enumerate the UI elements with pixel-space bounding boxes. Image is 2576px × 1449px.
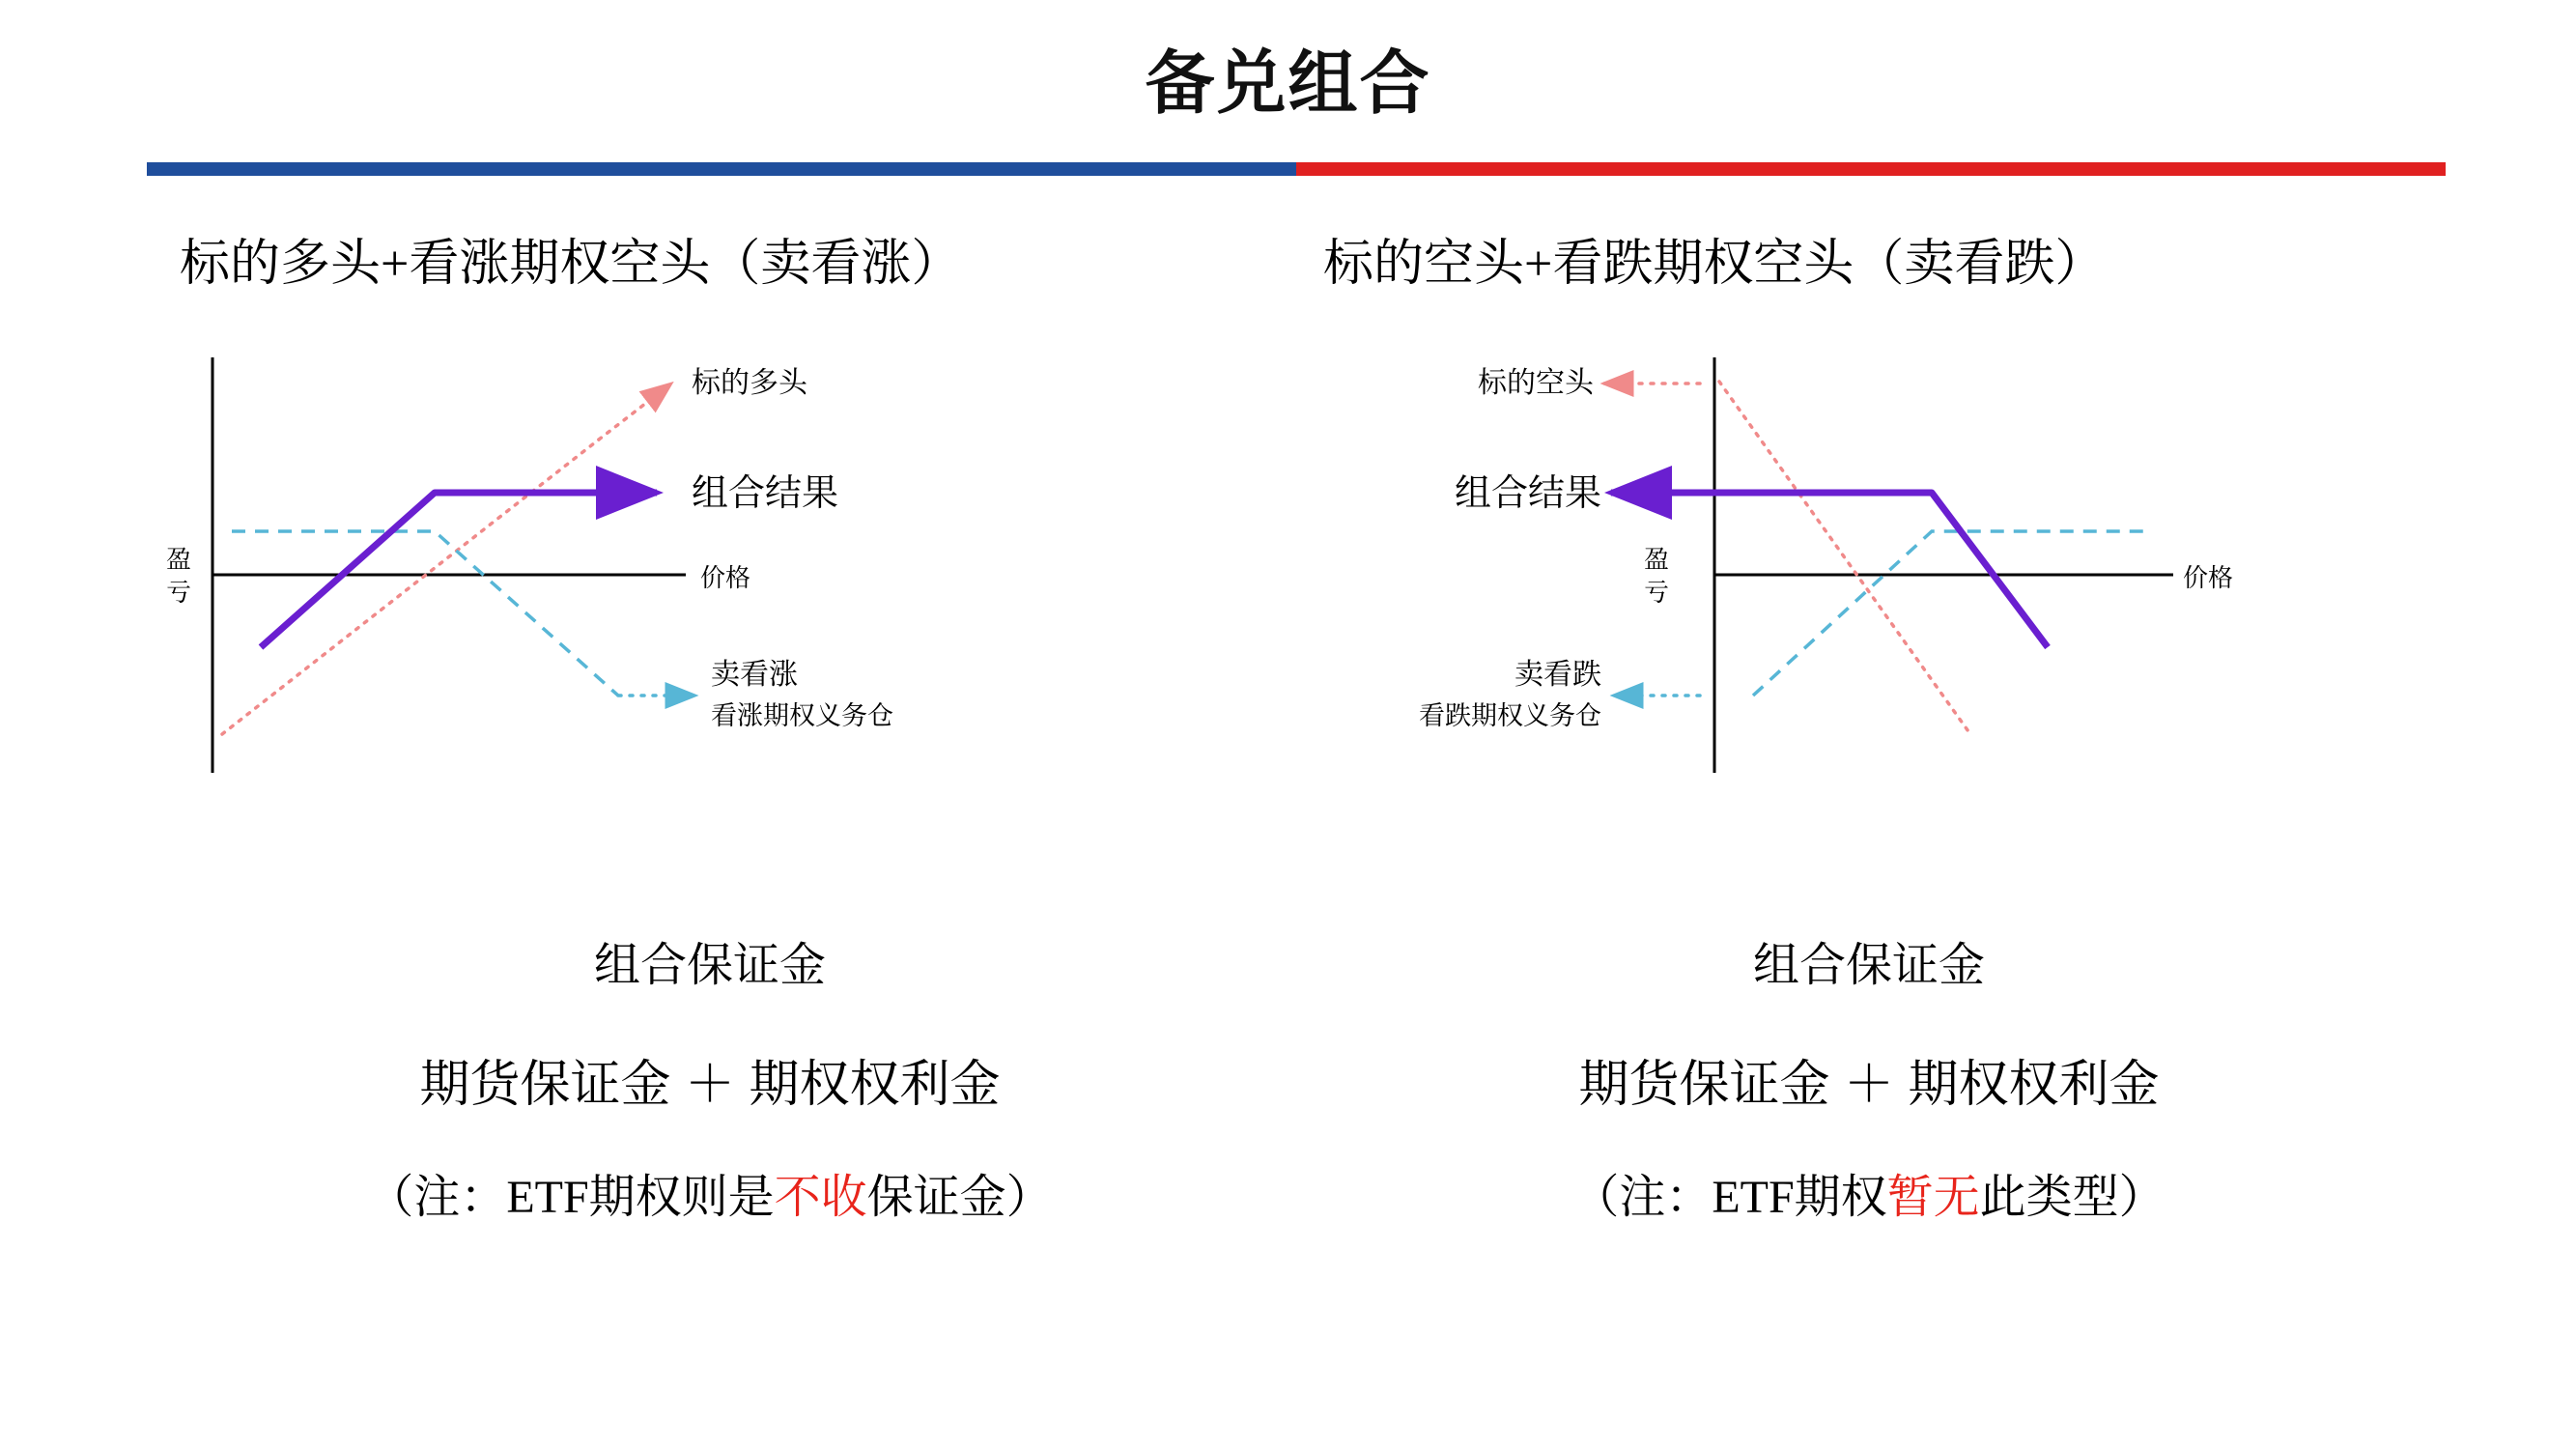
x-axis-label-left: 价格 [700,564,751,592]
panel-heading-left: 标的多头+看涨期权空头（卖看涨） [180,237,962,292]
y-axis-label-top-right: 盈 [1643,546,1669,574]
caption-left-line2: 期货保证金 ＋ 期权权利金 [419,1057,1001,1113]
series-label-short-call-line2-left: 看涨期权义务仓 [711,701,893,730]
divider-bar-left [147,162,1296,176]
series-label-short-put-line2-right: 看跌期权义务仓 [1419,701,1601,730]
caption-left-line3-suffix: 保证金） [866,1172,1053,1223]
series-underlying-left [222,440,599,734]
series-combo-right [1632,493,2048,647]
series-label-short-put-line1-right: 卖看跌 [1514,659,1601,691]
caption-left-line3-accent: 不收 [774,1172,867,1223]
y-axis-label-bottom-left: 亏 [166,579,192,607]
caption-left-line3 [135,1159,1285,1226]
y-axis-label-top-left: 盈 [166,546,192,574]
series-combo-left [261,493,657,647]
page-title: 备兑组合 [1145,45,1431,123]
chart-axes-right [1714,357,2173,773]
caption-right-line3-accent: 暂无 [1886,1172,1980,1223]
payoff-chart-covered-call [116,348,1275,850]
series-label-underlying-right: 标的空头 [1478,367,1594,399]
series-short-call-left [232,531,618,696]
caption-right-line2: 期货保证金 ＋ 期权权利金 [1578,1057,2160,1113]
panel-heading-right: 标的空头+看跌期权空头（卖看跌） [1323,237,2106,292]
caption-left-line3-prefix: （注：ETF期权则是 [367,1172,775,1223]
series-label-underlying-left: 标的多头 [692,367,807,399]
series-underlying-right [1719,382,1970,734]
x-axis-label-right: 价格 [2183,564,2234,592]
caption-left-line1: 组合保证金 [593,940,826,991]
y-axis-label-bottom-right: 亏 [1643,579,1669,607]
series-label-combo-right: 组合结果 [1454,473,1601,514]
divider-bar-right [1296,162,2446,176]
payoff-chart-covered-put [1314,348,2473,850]
caption-right-line1: 组合保证金 [1752,940,1985,991]
series-label-short-call-line1-left: 卖看涨 [711,659,798,691]
caption-right-line3-prefix: （注：ETF期权 [1572,1172,1887,1223]
caption-right-line3-suffix: 此类型） [1979,1172,2166,1223]
chart-axes-left [212,357,686,773]
series-short-put-right [1753,531,2144,696]
series-label-combo-left: 组合结果 [692,473,839,514]
caption-right-line3 [1294,1159,2444,1226]
